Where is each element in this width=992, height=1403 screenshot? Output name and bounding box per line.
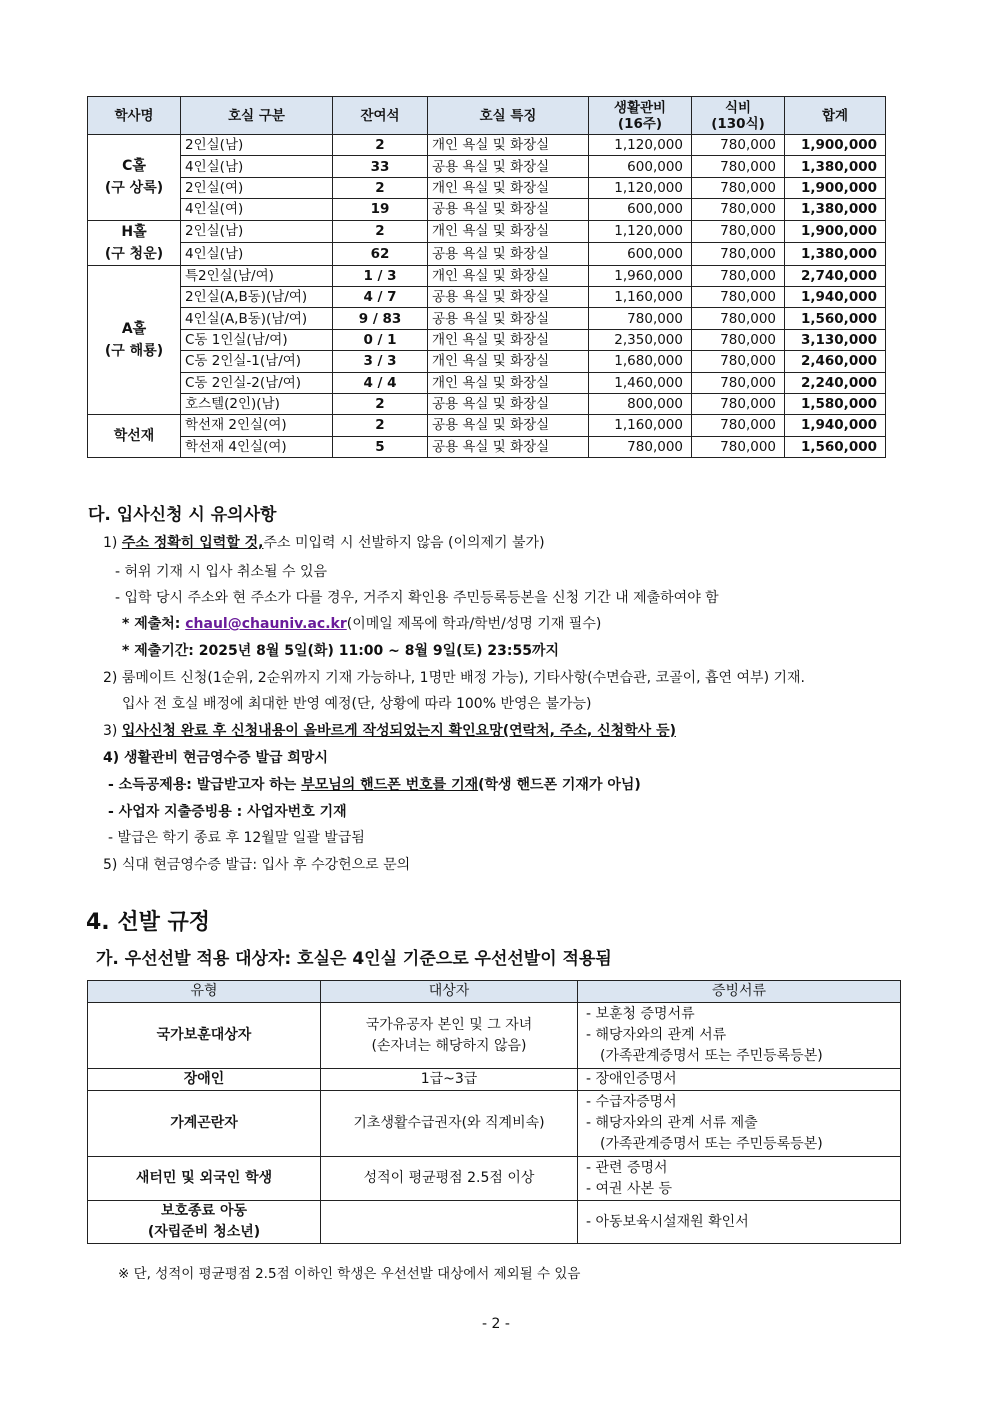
total-fee-cell: 2,240,000: [785, 372, 886, 393]
meal-fee-cell: 780,000: [692, 156, 785, 177]
priority-docs-line: - 관련 증명서: [586, 1159, 668, 1176]
total-fee-cell: 1,380,000: [785, 243, 886, 266]
hall-name: C홀: [122, 158, 146, 175]
feature-cell: 공용 욕실 및 화장실: [428, 286, 589, 307]
living-fee-cell: 1,120,000: [589, 177, 692, 198]
notice-item-1: [103, 532, 545, 552]
submit-deadline: * 제출기간: 2025년 8월 5일(화) 11:00 ~ 8월 9일(토) 23:55까지: [122, 643, 559, 659]
fee-row: [88, 415, 886, 436]
hall-former-name: (구 청운): [104, 245, 164, 262]
dormitory-fee-table: [87, 96, 886, 458]
total-fee-cell: 1,900,000: [785, 220, 886, 243]
room-type-cell: 2인실(남): [181, 220, 333, 243]
priority-type-cell: [88, 1003, 321, 1069]
total-fee-cell: 1,560,000: [785, 436, 886, 457]
submit-email-link[interactable]: chaul@chauniv.ac.kr: [185, 616, 347, 632]
fee-row: [88, 135, 886, 156]
fee-row: [88, 220, 886, 243]
feature-cell: 개인 욕실 및 화장실: [428, 372, 589, 393]
room-type-cell: 특2인실(남/여): [181, 265, 333, 286]
fee-row: [88, 265, 886, 286]
priority-type-cell: [88, 1091, 321, 1157]
notice-item-5: 5) 식대 현금영수증 발급: 입사 후 수강헌으로 문의: [103, 857, 411, 873]
fee-row: [88, 329, 886, 350]
col-type-header: 유형: [88, 981, 321, 1003]
priority-row: [88, 1201, 901, 1244]
feature-cell: 공용 욕실 및 화장실: [428, 199, 589, 220]
priority-docs-cell: [578, 1069, 901, 1091]
meal-fee-cell: 780,000: [692, 135, 785, 156]
meal-fee-cell: 780,000: [692, 372, 785, 393]
living-fee-cell: 600,000: [589, 243, 692, 266]
priority-target-cell: [321, 1091, 578, 1157]
priority-docs-cell: [578, 1157, 901, 1201]
hall-name-cell: [88, 135, 181, 221]
room-type-cell: C동 2인실-1(남/여): [181, 351, 333, 372]
priority-type-cell: [88, 1201, 321, 1244]
living-fee-period: (16주): [617, 115, 663, 132]
priority-docs-line: - 해당자와의 관계 서류: [586, 1027, 727, 1043]
col-meal-header: [692, 97, 785, 135]
col-total-header: 합계: [785, 97, 886, 135]
priority-docs-line: - 보훈청 증명서류: [586, 1006, 695, 1022]
priority-row: [88, 1091, 901, 1157]
priority-note: ※ 단, 성적이 평균평점 2.5점 이하인 학생은 우선선발 대상에서 제외될 수 있음: [118, 1266, 581, 1282]
meal-fee-cell: 780,000: [692, 393, 785, 414]
priority-docs-line: - 해당자와의 관계 서류 제출: [586, 1115, 758, 1131]
living-fee-cell: 600,000: [589, 199, 692, 220]
hall-name-cell: [88, 220, 181, 265]
vacancy-cell: 9 / 83: [333, 308, 428, 329]
meal-fee-cell: 780,000: [692, 199, 785, 220]
meal-fee-cell: 780,000: [692, 177, 785, 198]
total-fee-cell: 1,560,000: [785, 308, 886, 329]
submit-label: * 제출처:: [122, 616, 186, 632]
fee-row: [88, 393, 886, 414]
priority-docs-cell: [578, 1003, 901, 1069]
priority-row: [88, 1003, 901, 1069]
feature-cell: 공용 욕실 및 화장실: [428, 308, 589, 329]
living-fee-cell: 1,160,000: [589, 415, 692, 436]
room-type-cell: C동 1인실(남/여): [181, 329, 333, 350]
room-type-cell: 학선재 2인실(여): [181, 415, 333, 436]
total-fee-cell: 1,940,000: [785, 286, 886, 307]
room-type-cell: 4인실(여): [181, 199, 333, 220]
vacancy-cell: 19: [333, 199, 428, 220]
vacancy-cell: 2: [333, 220, 428, 243]
total-fee-cell: 1,580,000: [785, 393, 886, 414]
notice-heading: 다. 입사신청 시 유의사항: [88, 505, 277, 525]
vacancy-cell: 2: [333, 177, 428, 198]
priority-docs-line: - 여권 사본 등: [586, 1180, 673, 1197]
priority-selection-table: [87, 980, 901, 1244]
vacancy-cell: 2: [333, 415, 428, 436]
item1-text: 주소 미입력 시 선발하지 않음 (이의제기 불가): [263, 535, 545, 551]
notice-item-1-sub-1: - 허위 기재 시 입사 취소될 수 있음: [115, 564, 328, 580]
priority-row: [88, 1157, 901, 1201]
notice-item-4-sub-1: [108, 774, 641, 794]
section-4-subtitle: 가. 우선선발 적용 대상자: 호실은 4인실 기준으로 우선선발이 적용됨: [96, 949, 612, 969]
priority-type-line: 가계곤란자: [170, 1115, 238, 1131]
fee-row: [88, 308, 886, 329]
meal-fee-cell: 780,000: [692, 308, 785, 329]
item4-sub1-b: 부모님의 핸드폰 번호를 기재: [301, 777, 479, 793]
priority-type-line: 새터민 및 외국인 학생: [135, 1170, 273, 1186]
feature-cell: 개인 욕실 및 화장실: [428, 135, 589, 156]
room-type-cell: 2인실(A,B동)(남/여): [181, 286, 333, 307]
priority-target-line: 국가유공자 본인 및 그 자녀: [365, 1016, 533, 1033]
room-type-cell: 4인실(남): [181, 243, 333, 266]
priority-docs-cell: [578, 1091, 901, 1157]
col-docs-header: 증빙서류: [578, 981, 901, 1003]
total-fee-cell: 1,900,000: [785, 135, 886, 156]
feature-cell: 공용 욕실 및 화장실: [428, 243, 589, 266]
living-fee-cell: 1,160,000: [589, 286, 692, 307]
hall-name: H홀: [121, 223, 147, 240]
living-fee-cell: 780,000: [589, 308, 692, 329]
submit-note: (이메일 제목에 학과/학번/성명 기재 필수): [346, 616, 602, 632]
section-4-title: 4. 선발 규정: [86, 910, 210, 935]
priority-docs-line: - 아동보육시설재원 확인서: [586, 1213, 749, 1230]
fee-row: [88, 243, 886, 266]
priority-docs-cell: [578, 1201, 901, 1244]
priority-type-cell: [88, 1069, 321, 1091]
fee-row: [88, 177, 886, 198]
room-type-cell: 4인실(남): [181, 156, 333, 177]
fee-row: [88, 156, 886, 177]
room-type-cell: 호스텔(2인)(남): [181, 393, 333, 414]
hall-former-name: (구 해룡): [104, 342, 164, 359]
notice-item-1-sub-2: - 입학 당시 주소와 현 주소가 다를 경우, 거주지 확인용 주민등록등본을 신청 기간 내 제출하여야 함: [115, 590, 719, 606]
room-type-cell: C동 2인실-2(남/여): [181, 372, 333, 393]
priority-type-line: (자립준비 청소년): [147, 1224, 261, 1240]
vacancy-cell: 5: [333, 436, 428, 457]
feature-cell: 공용 욕실 및 화장실: [428, 156, 589, 177]
priority-type-line: 장애인: [183, 1071, 225, 1087]
priority-target-line: 기초생활수급권자(와 직계비속): [353, 1115, 545, 1131]
hall-name: A홀: [121, 320, 147, 337]
col-room-type-header: 호실 구분: [181, 97, 333, 135]
fee-row: [88, 436, 886, 457]
room-type-cell: 학선재 4인실(여): [181, 436, 333, 457]
notice-item-3: [103, 720, 676, 740]
living-fee-cell: 1,460,000: [589, 372, 692, 393]
meal-count: (130식): [711, 115, 765, 132]
room-type-cell: 4인실(A,B동)(남/여): [181, 308, 333, 329]
priority-row: [88, 1069, 901, 1091]
item1-emphasis: 주소 정확히 입력할 것,: [121, 535, 264, 551]
col-feature-header: 호실 특징: [428, 97, 589, 135]
col-hall-header: 학사명: [88, 97, 181, 135]
submit-destination: [122, 613, 601, 633]
fee-row: [88, 351, 886, 372]
item4-sub1-a: - 소득공제용: 발급받고자 하는: [108, 777, 302, 793]
page-number: - 2 -: [482, 1316, 510, 1332]
priority-target-line: (손자녀는 해당하지 않음): [371, 1037, 527, 1054]
total-fee-cell: 1,380,000: [785, 156, 886, 177]
priority-docs-line: - 수급자증명서: [586, 1094, 677, 1110]
feature-cell: 공용 욕실 및 화장실: [428, 436, 589, 457]
priority-type-line: 보호종료 아동: [160, 1203, 248, 1219]
vacancy-cell: 2: [333, 135, 428, 156]
priority-docs-line: (가족관계증명서 또는 주민등록등본): [600, 1136, 823, 1152]
room-type-cell: 2인실(여): [181, 177, 333, 198]
item3-emphasis: 입사신청 완료 후 신청내용이 올바르게 작성되었는지 확인요망(연락처, 주소, 신청학사 등): [121, 723, 676, 739]
priority-target-cell: [321, 1003, 578, 1069]
vacancy-cell: 4 / 7: [333, 286, 428, 307]
total-fee-cell: 3,130,000: [785, 329, 886, 350]
col-living-fee-header: [589, 97, 692, 135]
priority-header-row: [88, 981, 901, 1003]
living-fee-cell: 1,960,000: [589, 265, 692, 286]
priority-target-cell: [321, 1069, 578, 1091]
hall-name-cell: [88, 265, 181, 415]
hall-name-cell: [88, 415, 181, 458]
feature-cell: 개인 욕실 및 화장실: [428, 265, 589, 286]
living-fee-label: 생활관비: [613, 99, 667, 116]
priority-docs-line: (가족관계증명서 또는 주민등록등본): [600, 1048, 823, 1064]
fee-row: [88, 286, 886, 307]
hall-name: 학선재: [113, 428, 155, 445]
notice-item-4-sub-3: - 발급은 학기 종료 후 12월말 일괄 발급됨: [108, 830, 365, 846]
living-fee-cell: 2,350,000: [589, 329, 692, 350]
vacancy-cell: 33: [333, 156, 428, 177]
total-fee-cell: 1,940,000: [785, 415, 886, 436]
living-fee-cell: 1,120,000: [589, 220, 692, 243]
vacancy-cell: 2: [333, 393, 428, 414]
total-fee-cell: 2,460,000: [785, 351, 886, 372]
priority-target-line: 성적이 평균평점 2.5점 이상: [363, 1170, 535, 1186]
total-fee-cell: 2,740,000: [785, 265, 886, 286]
total-fee-cell: 1,380,000: [785, 199, 886, 220]
vacancy-cell: 62: [333, 243, 428, 266]
meal-fee-cell: 780,000: [692, 243, 785, 266]
living-fee-cell: 600,000: [589, 156, 692, 177]
priority-docs-line: - 장애인증명서: [586, 1071, 677, 1087]
col-target-header: 대상자: [321, 981, 578, 1003]
meal-fee-cell: 780,000: [692, 329, 785, 350]
priority-type-line: 국가보훈대상자: [156, 1027, 252, 1043]
feature-cell: 공용 욕실 및 화장실: [428, 415, 589, 436]
living-fee-cell: 1,120,000: [589, 135, 692, 156]
item3-number: 3): [103, 723, 122, 739]
vacancy-cell: 0 / 1: [333, 329, 428, 350]
feature-cell: 공용 욕실 및 화장실: [428, 393, 589, 414]
meal-fee-cell: 780,000: [692, 351, 785, 372]
notice-item-2-line-2: 입사 전 호실 배정에 최대한 반영 예정(단, 상황에 따라 100% 반영은 불가능): [122, 696, 592, 712]
meal-fee-cell: 780,000: [692, 220, 785, 243]
feature-cell: 개인 욕실 및 화장실: [428, 177, 589, 198]
priority-target-cell: [321, 1157, 578, 1201]
meal-fee-cell: 780,000: [692, 415, 785, 436]
room-type-cell: 2인실(남): [181, 135, 333, 156]
hall-former-name: (구 상록): [104, 180, 164, 197]
priority-target-line: 1급~3급: [420, 1071, 478, 1087]
fee-row: [88, 199, 886, 220]
notice-item-2-line-1: 2) 룸메이트 신청(1순위, 2순위까지 기재 가능하나, 1명만 배정 가능), 기타사항(수면습관, 코골이, 흡연 여부) 기재.: [103, 670, 805, 686]
col-vacancy-header: 잔여석: [333, 97, 428, 135]
meal-label: 식비: [724, 99, 752, 116]
living-fee-cell: 800,000: [589, 393, 692, 414]
fee-table-header-row: [88, 97, 886, 135]
notice-item-4: 4) 생활관비 현금영수증 발급 희망시: [103, 750, 328, 766]
meal-fee-cell: 780,000: [692, 265, 785, 286]
living-fee-cell: 1,680,000: [589, 351, 692, 372]
vacancy-cell: 4 / 4: [333, 372, 428, 393]
item4-sub1-c: (학생 핸드폰 기재가 아님): [478, 777, 641, 793]
feature-cell: 개인 욕실 및 화장실: [428, 220, 589, 243]
priority-type-cell: [88, 1157, 321, 1201]
vacancy-cell: 3 / 3: [333, 351, 428, 372]
meal-fee-cell: 780,000: [692, 286, 785, 307]
total-fee-cell: 1,900,000: [785, 177, 886, 198]
feature-cell: 개인 욕실 및 화장실: [428, 351, 589, 372]
fee-row: [88, 372, 886, 393]
notice-item-4-sub-2: - 사업자 지출증빙용 : 사업자번호 기재: [108, 804, 347, 820]
item1-number: 1): [103, 535, 122, 551]
living-fee-cell: 780,000: [589, 436, 692, 457]
feature-cell: 개인 욕실 및 화장실: [428, 329, 589, 350]
vacancy-cell: 1 / 3: [333, 265, 428, 286]
meal-fee-cell: 780,000: [692, 436, 785, 457]
priority-target-cell: [321, 1201, 578, 1244]
